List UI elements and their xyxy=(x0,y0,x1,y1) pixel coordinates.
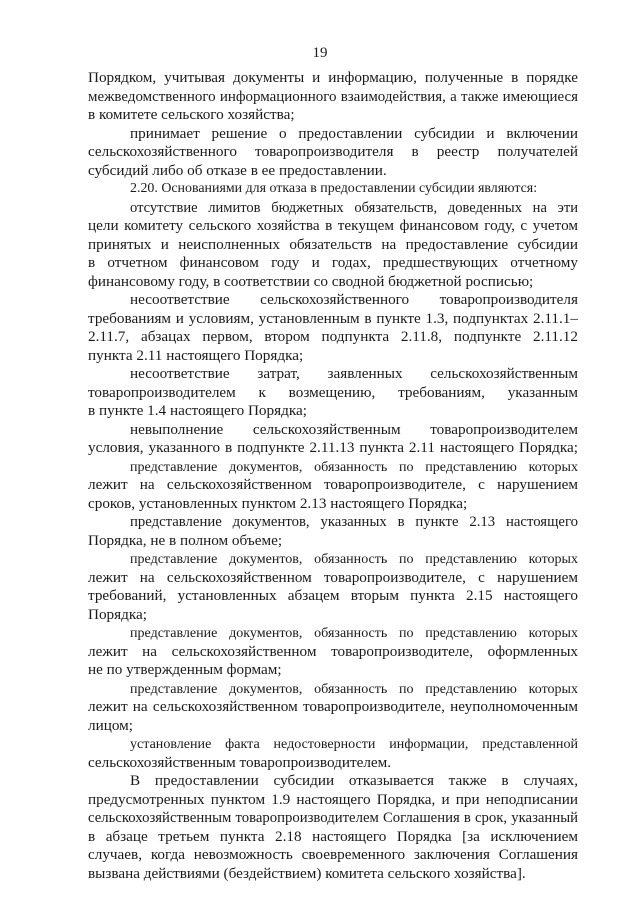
text-line: пункта 2.11 настоящего Порядка; xyxy=(88,346,304,364)
text-line: невыполнение сельскохозяйственным товаропроизводителем xyxy=(130,420,578,438)
text-line: принимает решение о предоставлении субсидии и включении xyxy=(130,124,578,142)
text-line: не по утвержденным формам; xyxy=(88,661,282,678)
text-line: сельскохозяйственного товаропроизводителя в реестр получателей xyxy=(88,143,578,160)
text-line: представление документов, обязанность по представлению которых xyxy=(130,458,578,475)
text-line: лежит на сельскохозяйственном товаропроизводителе, оформленных xyxy=(88,642,578,660)
text-line: Порядка; xyxy=(88,605,147,623)
text-line: в отчетном финансовом году и годах, предшествующих отчетному xyxy=(88,254,578,271)
text-line: лежит на сельскохозяйственном товаропроизводителе, с нарушением xyxy=(88,568,578,586)
text-line: лежит на сельскохозяйственном товаропроизводителе, неуполномоченным xyxy=(88,698,578,715)
text-line: лицом; xyxy=(88,716,133,734)
text-line: требований, установленных абзацем вторым пункта 2.15 настоящего xyxy=(88,587,578,604)
text-line: межведомственного информационного взаимодействия, а также имеющиеся xyxy=(88,88,578,105)
page-number: 19 xyxy=(312,45,328,61)
text-line: сельскохозяйственным товаропроизводителем Соглашения в срок, указанный xyxy=(88,810,578,826)
text-line: Порядком, учитывая документы и информацию, полученные в порядке xyxy=(88,69,578,86)
text-line: отсутствие лимитов бюджетных обязательств, доведенных на эти xyxy=(130,199,578,216)
text-line: в абзаце третьем пункта 2.18 настоящего Порядка [за исключением xyxy=(88,827,578,845)
text-line: предусмотренных пунктом 1.9 настоящего Порядка, и при неподписании xyxy=(88,790,578,808)
text-line: сельскохозяйственным товаропроизводителем. xyxy=(88,753,392,771)
text-line: в пункте 1.4 настоящего Порядка; xyxy=(88,402,307,419)
text-line: товаропроизводителем к возмещению, требованиям, указанным xyxy=(88,383,578,401)
text-line: представление документов, обязанность по представлению которых xyxy=(130,625,578,641)
text-line: несоответствие сельскохозяйственного товаропроизводителя xyxy=(130,291,578,308)
document-body xyxy=(88,69,578,883)
text-line: представление документов, обязанность по представлению которых xyxy=(130,551,578,567)
text-line: представление документов, указанных в пункте 2.13 настоящего xyxy=(130,514,578,530)
text-line: цели комитету сельского хозяйства в текущем финансовом году, с учетом xyxy=(88,217,578,234)
text-line: несоответствие затрат, заявленных сельскохозяйственным xyxy=(130,365,578,382)
text-line: случаев, когда невозможность своевременного заключения Соглашения xyxy=(88,846,578,863)
text-line: В предоставлении субсидии отказывается также в случаях, xyxy=(130,772,578,789)
text-line: 2.20. Основаниями для отказа в предоставлении субсидии являются: xyxy=(130,181,538,196)
text-line: принятых и неисполненных обязательств на предоставление субсидии xyxy=(88,235,578,253)
text-line: 2.11.7, абзацах первом, втором подпункта 2.11.8, подпункте 2.11.12 xyxy=(88,328,578,345)
text-line: Порядка, не в полном объеме; xyxy=(88,531,283,549)
text-line: установление факта недостоверности информации, представленной xyxy=(130,736,578,752)
text-line: требованиям и условиям, установленным в пункте 1.3, подпунктах 2.11.1– xyxy=(88,309,578,327)
text-line: условия, указанного в подпункте 2.11.13 пункта 2.11 настоящего Порядка; xyxy=(88,439,578,456)
text-line: субсидий либо об отказе в ее предоставлении. xyxy=(88,161,387,179)
text-line: лежит на сельскохозяйственном товаропроизводителе, с нарушением xyxy=(88,476,578,493)
text-line: финансовому году, в соответствии со сводной бюджетной росписью; xyxy=(88,272,534,290)
text-line: представление документов, обязанность по представлению которых xyxy=(130,680,578,697)
text-line: сроков, установленных пунктом 2.13 настоящего Порядка; xyxy=(88,494,468,512)
text-line: в комитете сельского хозяйства; xyxy=(88,106,295,123)
text-line: вызвана действиями (бездействием) комитета сельского хозяйства]. xyxy=(88,864,526,882)
